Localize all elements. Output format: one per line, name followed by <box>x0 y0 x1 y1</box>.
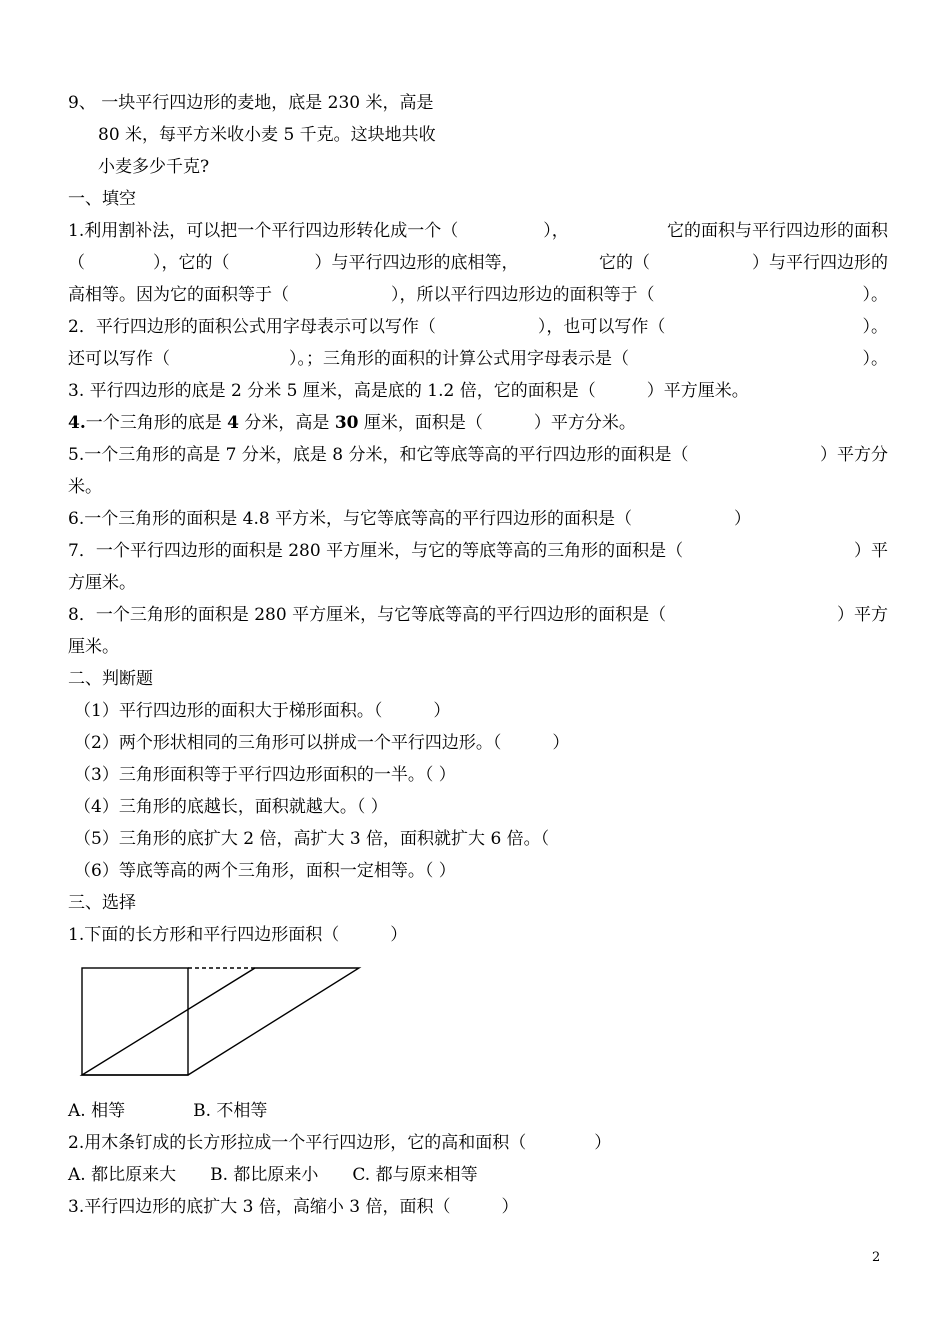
fill-q2-line-1-b: ）。 <box>862 317 888 337</box>
choice-q2-options: A. 都比原来大 B. 都比原来小 C. 都与原来相等 <box>68 1165 478 1185</box>
fill-q2-line-2-a: 还可以写作（ ）。；三角形的面积的计算公式用字母表示是（ <box>68 349 629 369</box>
problem-9-line-2: 80 米，每平方米收小麦 5 千克。这块地共收 <box>98 125 436 145</box>
fill-q5-line-2: 米。 <box>68 477 102 497</box>
fill-q8-line-1-a: 8．一个三角形的面积是 280 平方厘米，与它等底等高的平行四边形的面积是（ <box>68 605 667 625</box>
fill-q7-line-1 <box>68 540 888 562</box>
choice-q1-options: A. 相等 B. 不相等 <box>68 1101 268 1121</box>
fill-q7-line-2: 方厘米。 <box>68 573 136 593</box>
rectangle-parallelogram-figure <box>78 962 368 1082</box>
fill-q7-line-1-b: ）平 <box>854 541 888 561</box>
section-3-title: 三、选择 <box>68 893 136 913</box>
fill-q1-line-2-b: 它的（ ）与平行四边形的 <box>599 253 888 273</box>
fill-q8-line-2: 厘米。 <box>68 637 119 657</box>
fill-q1-line-1 <box>68 220 888 242</box>
fill-q8-line-1 <box>68 604 888 626</box>
judge-item-4: （4）三角形的底越长，面积就越大。（ ） <box>74 797 388 817</box>
judge-item-6: （6）等底等高的两个三角形，面积一定相等。（ ） <box>74 861 456 881</box>
fill-q2-line-2-b: ）。 <box>862 349 888 369</box>
fill-q1-line-2-a: （ ），它的（ ）与平行四边形的底相等， <box>68 253 519 273</box>
fill-q3: 3. 平行四边形的底是 2 分米 5 厘米，高是底的 1.2 倍，它的面积是（ ）平方厘米。 <box>68 381 749 401</box>
section-1-title: 一、填空 <box>68 189 136 209</box>
judge-item-2: （2）两个形状相同的三角形可以拼成一个平行四边形。（ ） <box>74 733 570 753</box>
problem-9-line-3: 小麦多少千克? <box>98 157 210 177</box>
rectangle-shape <box>82 968 188 1075</box>
fill-q4 <box>68 412 888 434</box>
fill-q2-line-2 <box>68 348 888 370</box>
problem-9-line-1: 9、 一块平行四边形的麦地，底是 230 米，高是 <box>68 93 434 113</box>
section-2-title: 二、判断题 <box>68 669 153 689</box>
fill-q4-text-2: 分米，高是 <box>239 413 335 433</box>
fill-q1-line-2 <box>68 252 888 274</box>
judge-item-5: （5）三角形的底扩大 2 倍，高扩大 3 倍，面积就扩大 6 倍。（ <box>74 829 550 849</box>
fill-q6: 6.一个三角形的面积是 4.8 平方米，与它等底等高的平行四边形的面积是（ ） <box>68 509 752 529</box>
judge-item-3: （3）三角形面积等于平行四边形面积的一半。（ ） <box>74 765 456 785</box>
choice-q1: 1.下面的长方形和平行四边形面积（ ） <box>68 925 408 945</box>
fill-q1-line-3 <box>68 284 888 306</box>
choice-q3: 3.平行四边形的底扩大 3 倍，高缩小 3 倍，面积（ ） <box>68 1197 519 1217</box>
choice-q2: 2.用木条钉成的长方形拉成一个平行四边形，它的高和面积（ ） <box>68 1133 612 1153</box>
fill-q1-line-3-a: 高相等。因为它的面积等于（ ），所以平行四边形边的面积等于（ <box>68 285 655 305</box>
judge-item-1: （1）平行四边形的面积大于梯形面积。（ ） <box>74 701 451 721</box>
fill-q4-text-3: 厘米，面积是（ ）平方分米。 <box>358 413 636 433</box>
fill-q4-base-value: 4 <box>227 413 239 433</box>
fill-q1-line-1-b: 它的面积与平行四边形的面积 <box>667 221 888 241</box>
fill-q2-line-1 <box>68 316 888 338</box>
parallelogram-shape <box>82 968 359 1075</box>
fill-q2-line-1-a: 2．平行四边形的面积公式用字母表示可以写作（ ），也可以写作（ <box>68 317 666 337</box>
fill-q4-height-value: 30 <box>334 413 359 433</box>
fill-q4-text-1: 一个三角形的底是 <box>85 413 228 433</box>
fill-q1-line-3-b: ）。 <box>862 285 888 305</box>
page-number: 2 <box>872 1250 881 1265</box>
fill-q5-line-1 <box>68 444 888 466</box>
fill-q4-number: 4. <box>68 413 86 433</box>
fill-q5-line-1-b: ）平方分 <box>820 445 888 465</box>
fill-q7-line-1-a: 7．一个平行四边形的面积是 280 平方厘米，与它的等底等高的三角形的面积是（ <box>68 541 684 561</box>
fill-q5-line-1-a: 5.一个三角形的高是 7 分米，底是 8 分米，和它等底等高的平行四边形的面积是（ <box>68 445 689 465</box>
fill-q1-line-1-a: 1.利用割补法，可以把一个平行四边形转化成一个（ ）， <box>68 221 569 241</box>
fill-q8-line-1-b: ）平方 <box>837 605 888 625</box>
